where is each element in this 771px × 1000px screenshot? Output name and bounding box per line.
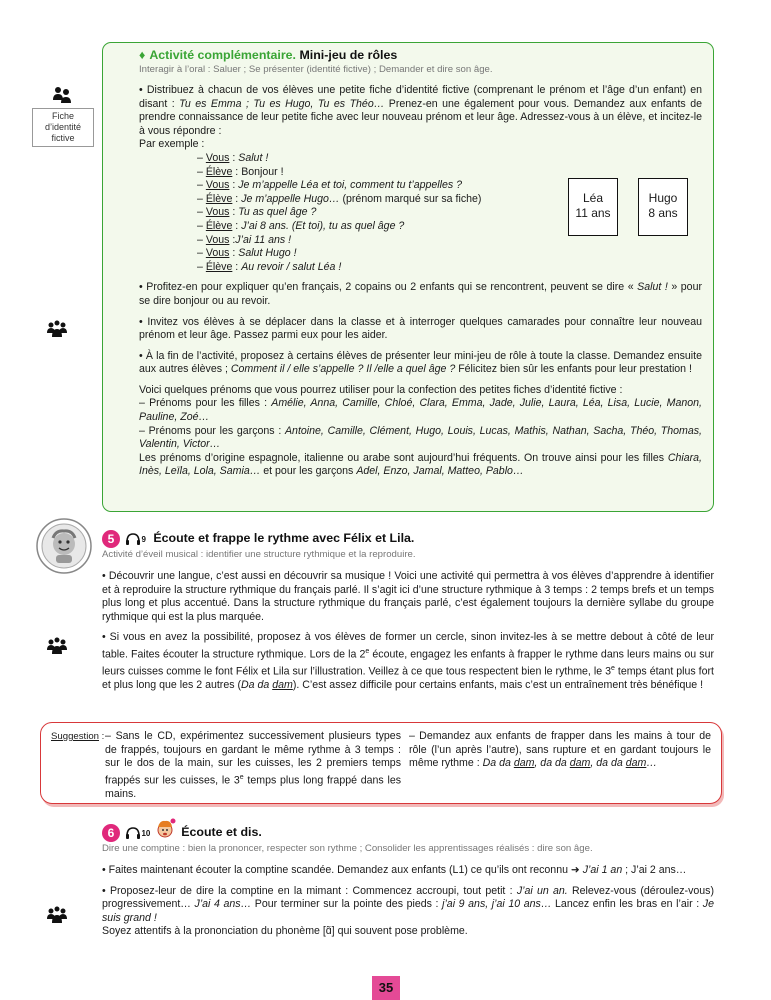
dialogue-line: – Élève : Je m’appelle Hugo… (prénom marqué sur sa fiche): [197, 192, 482, 205]
section-6-title: Écoute et dis.: [181, 825, 262, 840]
suggestion-box: [40, 722, 722, 804]
complementary-activity-box: [102, 42, 714, 512]
section-5-title: Écoute et frappe le rythme avec Félix et Lila.: [153, 531, 415, 546]
dialogue-line: – Élève : Bonjour !: [197, 165, 284, 178]
group-work-icon-3: [47, 906, 67, 924]
dialogue-speaker: Élève: [205, 260, 233, 273]
group-work-icon-2: [47, 637, 67, 655]
dialogue-text: Salut Hugo !: [238, 247, 297, 260]
dialogue-text: Je m’appelle Léa et toi, comment tu t’appelles ?: [238, 179, 463, 192]
section-6-paragraph-2: • Proposez-leur de dire la comptine en la mimant : Commencez accroupi, tout petit : J’ai un an. Relevez-vous (déroulez-vous) progressivement… J’ai 4 ans… Pour terminer sur la pointe des pieds : j’ai 9 ans, j’ai 10 ans… Lancez enfin les bras en l’air : Je suis grand !: [102, 884, 714, 924]
dialogue-text: Tu as quel âge ?: [238, 206, 317, 219]
headphones-icon: [125, 826, 141, 840]
speaking-child-icon: [154, 817, 176, 839]
dialogue-line: – Vous : Je m’appelle Léa et toi, comment tu t’appelles ?: [197, 179, 463, 192]
section-6: [102, 824, 714, 946]
dialogue-speaker: Vous: [205, 206, 230, 219]
track-number-9: 9: [141, 535, 146, 544]
dialogue-text: J’ai 11 ans !: [235, 233, 292, 246]
diamond-bullet-icon: ♦: [139, 48, 146, 62]
activity-paragraph-3: • Invitez vos élèves à se déplacer dans la classe et à interroger quelques camarades pour connaître leur nouveau prénom et leur âge. Passez parmi eux pour les aider.: [139, 315, 702, 342]
section-number-5: 5: [102, 530, 120, 548]
suggestion-label: Suggestion :: [51, 731, 105, 742]
mascot-badge-icon: [36, 518, 92, 574]
dialogue-line: – Vous :J’ai 11 ans !: [197, 233, 292, 246]
identity-card-lea: Léa 11 ans: [568, 178, 618, 236]
dialogue-line: – Élève : Au revoir / salut Léa !: [197, 260, 342, 273]
dialogue-speaker: Vous: [205, 151, 230, 164]
suggestion-right: – Demandez aux enfants de frapper dans les mains à tour de rôle (l’un après l’autre), sans rupture et en gardant toujours le même rythme : Da da dam, da da dam, da da dam…: [409, 730, 711, 770]
dialogue-line: – Élève : J’ai 8 ans. (Et toi), tu as quel âge ?: [197, 219, 405, 232]
section-6-paragraph-1: • Faites maintenant écouter la comptine scandée. Demandez aux enfants (L1) ce qu’ils ont reconnu ➜ J’ai 1 an ; J’ai 2 ans…: [102, 864, 687, 876]
section-6-heading: [102, 824, 714, 842]
activity-paragraph-2: • Profitez-en pour expliquer qu’en français, 2 copains ou 2 enfants qui se rencontrent, peuvent se dire « Salut ! » pour se dire bonjour ou au revoir.: [139, 281, 702, 307]
dialogue-speaker: Élève: [205, 165, 233, 178]
section-5-paragraph-2: • Si vous en avez la possibilité, proposez à vos élèves de former un cercle, sinon invitez-les à se mettre debout à côté de leur table. Faites écouter la structure rythmique. Lors de la 2e écoute, engagez les enfants à frapper le rythme dans leurs mains ou sur leurs cuisses comme le font Félix et Lila sur l’illustration. Veillez à ce que tous respectent bien le rythme, le 3e temps étant plus fort et plus long que les 2 autres (Da da dam). C’est assez difficile pour certains enfants, mais c’est un entraînement très bénéfique !: [102, 631, 715, 692]
activity-paragraph-1: • Distribuez à chacun de vos élèves une petite fiche d’identité fictive (comprenant le prénom et l’âge d’un enfant) en disant : Tu es Emma ; Tu es Hugo, Tu es Théo… Prenez-en une également pour vous. Demandez aux enfants de prendre connaissance de leur petite fiche avec leur nouveau prénom et leur âge. Adressez-vous à un élève, et incitez-le à vous répondre :: [139, 84, 702, 137]
section-5-paragraph-1: • Découvrir une langue, c’est aussi en découvrir sa musique ! Voici une activité qui permettra à vos élèves d’apprendre à identifier et à reproduire la structure rythmique du français parlé. Il s’agit ici d’une structure rythmique à 3 temps : 2 temps brefs et un temps plus long et plus accentué. Dans la structure rythmique du français parlé, c’est également toujours la dernière syllabe du groupe rythmique qui est la plus marquée.: [102, 570, 714, 623]
dialogue-speaker: Vous: [205, 233, 230, 246]
section-5-heading: [102, 530, 714, 548]
dialogue-line: – Vous : Tu as quel âge ?: [197, 206, 317, 219]
dialogue-speaker: Élève: [205, 192, 233, 205]
side-label-fiche: Fiche d’identité fictive: [32, 108, 94, 147]
dialogue-text: Au revoir / salut Léa !: [241, 260, 342, 273]
group-work-icon: [47, 320, 67, 338]
identity-card-hugo: Hugo 8 ans: [638, 178, 688, 236]
dialogue-line: – Vous : Salut !: [197, 151, 269, 164]
track-number-10: 10: [141, 829, 151, 838]
page-number: 35: [372, 976, 400, 1000]
section-6-paragraph-3: Soyez attentifs à la prononciation du phonème [ɑ̃] qui souvent pose problème.: [102, 925, 468, 938]
names-list: Voici quelques prénoms que vous pourrez utiliser pour la confection des petites fiches d’identité fictive : – Prénoms pour les filles : Amélie, Anna, Camille, Chloé, Clara, Emma, Jade, Julie, Laura, Léa, Lisa, Lucie, Manon, Pauline, Zoé… – Prénoms pour les garçons : Antoine, Camille, Clément, Hugo, Louis, Lucas, Mathis, Nathan, Sacha, Théo, Thomas, Valentin, Victor… Les prénoms d’origine espagnole, italienne ou arabe sont aujourd’hui fréquents. On trouve ainsi pour les filles Chiara, Inès, Leïla, Lola, Samia… et pour les garçons Adel, Enzo, Jamal, Matteo, Pablo…: [139, 383, 702, 478]
section-5: [102, 530, 714, 700]
dialogue-line: – Vous : Salut Hugo !: [197, 247, 297, 260]
section-6-subtitle: Dire une comptine : bien la prononcer, respecter son rythme ; Consolider les apprentissages réalisés : dire son âge.: [102, 843, 593, 854]
activity-subtitle: Interagir à l’oral : Saluer ; Se présenter (identité fictive) ; Demander et dire son âge.: [139, 64, 493, 75]
suggestion-left: – Sans le CD, expérimentez successivement plusieurs types de frappés, toujours en gardant le même rythme à 3 temps : sur le dos de la main, sur les cuisses, les 2 premiers temps frappés sur les cuisses, le 3e temps plus long frappé dans les mains.: [105, 730, 402, 800]
dialogue-text: J’ai 8 ans. (Et toi), tu as quel âge ?: [241, 219, 405, 232]
dialogue-speaker: Vous: [205, 247, 230, 260]
dialogue-text: Bonjour !: [241, 165, 284, 178]
example-label: Par exemple :: [139, 138, 205, 151]
section-5-subtitle: Activité d’éveil musical : identifier une structure rythmique et la reproduire.: [102, 549, 416, 560]
dialogue-speaker: Élève: [205, 219, 233, 232]
dialogue-example: [197, 152, 702, 274]
activity-title: ♦ Activité complémentaire. Mini-jeu de rôles: [139, 48, 398, 62]
headphones-icon: [125, 532, 141, 546]
activity-paragraph-4: • À la fin de l’activité, proposez à certains élèves de présenter leur mini-jeu de rôle à toute la classe. Demandez ensuite aux autres élèves ; Comment il / elle s’appelle ? Il /elle a quel âge ? Félicitez bien sûr les enfants pour leur prestation !: [139, 349, 702, 376]
dialogue-text: Salut !: [238, 151, 269, 164]
dialogue-text: Je m’appelle Hugo…: [241, 192, 340, 205]
section-number-6: 6: [102, 824, 120, 842]
dialogue-speaker: Vous: [205, 179, 230, 192]
pair-work-icon: [52, 86, 72, 104]
